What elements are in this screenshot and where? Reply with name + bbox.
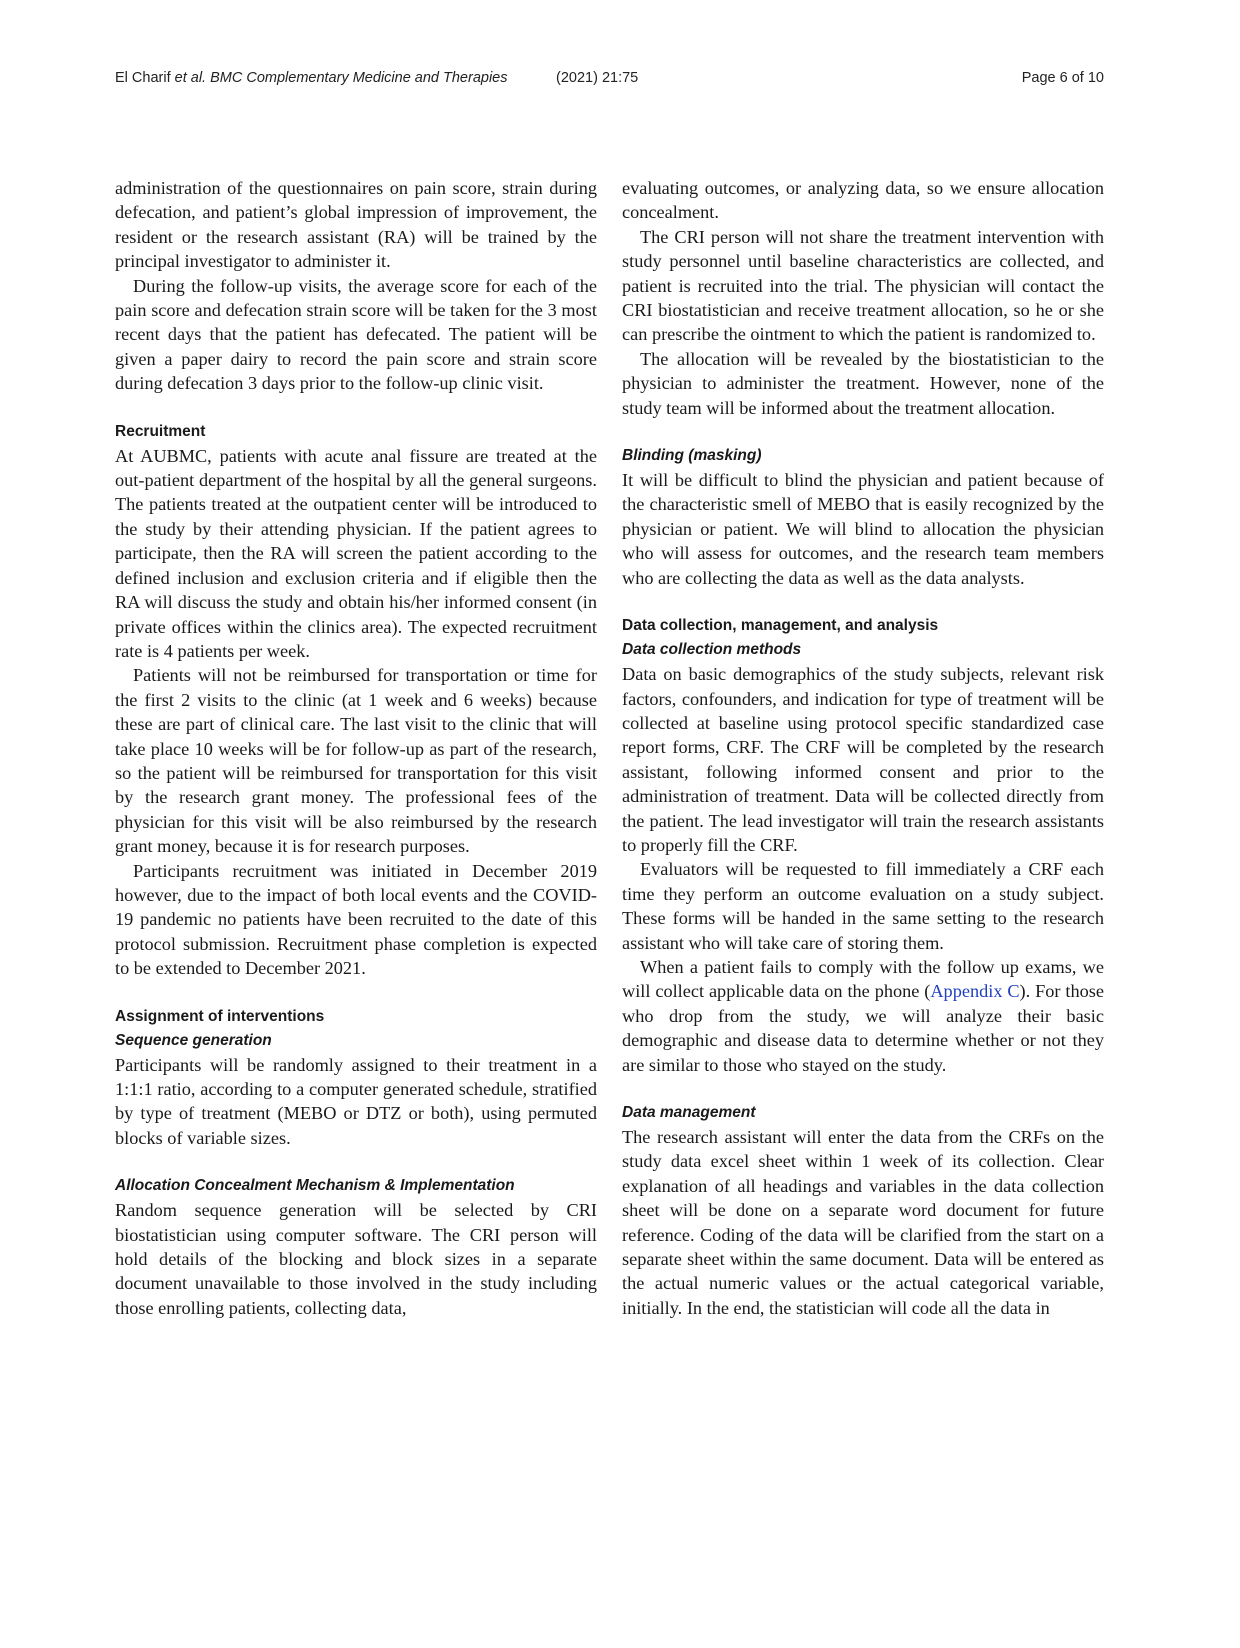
header-etal: et al. bbox=[174, 70, 207, 86]
paragraph-methods-3-end: ). For those who drop from the study, we will analyze their basic demographic and disease data to determine whether or not they are similar to those who stayed on the study. bbox=[622, 981, 1104, 1075]
subheading-data-management: Data management bbox=[622, 1104, 756, 1121]
paragraph-methods-1: Data on basic demographics of the study subjects, relevant risk factors, confounders, and indication for type of treatment will be collected at baseline using protocol specific standardized case report forms, CRF. The CRF will be completed by the research assistant, following informed consent and prior to the administration of treatment. Data will be collected directly from the patient. The lead investigator will train the research assistants to properly fill the CRF. bbox=[622, 664, 1104, 855]
header-journal: BMC Complementary Medicine and Therapies bbox=[210, 70, 508, 86]
right-column bbox=[622, 176, 1104, 1320]
section-gap bbox=[115, 396, 597, 420]
header-authors: El Charif bbox=[115, 70, 171, 86]
paragraph-blinding: It will be difficult to blind the physician and patient because of the characteristic smell of MEBO that is easily recognized by the physician or patient. We will blind to allocation the physician who will assess for outcomes, and the research team members who are collecting the data as well as the data analysts. bbox=[622, 470, 1104, 588]
heading-data-collection: Data collection, management, and analysis bbox=[622, 617, 939, 635]
heading-recruitment: Recruitment bbox=[115, 422, 206, 440]
header-citation-left bbox=[115, 70, 508, 86]
paragraph-management: The research assistant will enter the data from the CRFs on the study data excel sheet within 1 week of its collection. Clear explanation of all headings and variables in the data collection sheet will be done on a separate word document for future reference. Coding of the data will be clarified from the start on a separate sheet within the same document. Data will be entered as the actual numeric values or the actual categorical variable, initially. In the end, the statistician will code all the data in bbox=[622, 1127, 1104, 1318]
paragraph-intro: administration of the questionnaires on pain score, strain during defecation, and patient’s global impression of improvement, the resident or the research assistant (RA) will be trained by the principal investigator to administer it. bbox=[115, 178, 597, 272]
paragraph-methods-3-start: When a patient fails to comply with the follow up exams, we will collect applicable data on the phone ( bbox=[622, 956, 1104, 1002]
paragraph-sequence: Participants will be randomly assigned to their treatment in a 1:1:1 ratio, according to a computer generated schedule, stratified by type of treatment (MEBO or DTZ or both), using permuted blocks of variable sizes. bbox=[115, 1054, 597, 1148]
paragraph-recruitment-2: Patients will not be reimbursed for transportation or time for the first 2 visits to the clinic (at 1 week and 6 weeks) because these are part of clinical care. The last visit to the clinic that will take place 10 weeks will be for follow-up as part of the research, so the patient will be reimbursed for transportation for this visit by the research grant money. The professional fees of the physician for this visit will be also reimbursed by the research grant money, because it is for research purposes. bbox=[115, 665, 597, 857]
section-gap bbox=[115, 981, 597, 1005]
subheading-blinding: Blinding (masking) bbox=[622, 447, 762, 465]
section-gap bbox=[622, 420, 1104, 444]
subheading-allocation: Allocation Concealment Mechanism & Implementation bbox=[115, 1177, 515, 1195]
paragraph-cri: The CRI person will not share the treatment intervention with study personnel until baseline characteristics are collected, and patient is recruited into the trial. The physician will contact the CRI biostatistician and receive treatment allocation, so he or she can prescribe the ointment to which the patient is randomized to. bbox=[622, 226, 1104, 345]
paragraph-recruitment-1: At AUBMC, patients with acute anal fissure are treated at the out-patient department of the hospital by all the general surgeons. The patients treated at the outpatient center will be introduced to the study by their attending physician. If the patient agrees to participate, then the RA will screen the patient according to the defined inclusion and exclusion criteria and if eligible then the RA will discuss the study and obtain his/her informed consent (in private offices within the clinics area). The expected recruitment rate is 4 patients per week. bbox=[115, 445, 597, 661]
paragraph-methods-3 bbox=[622, 955, 1104, 1077]
section-gap bbox=[622, 1077, 1104, 1101]
paragraph-allocation-cont: evaluating outcomes, or analyzing data, so we ensure allocation concealment. bbox=[622, 178, 1104, 223]
header-volume: (2021) 21:75 bbox=[556, 70, 639, 86]
subheading-sequence-generation: Sequence generation bbox=[115, 1031, 272, 1049]
paragraph-methods-2: Evaluators will be requested to fill immediately a CRF each time they perform an outcome evaluation on a study subject. These forms will be handed in the same setting to the research assistant who will take care of storing them. bbox=[622, 859, 1104, 953]
paragraph-reveal: The allocation will be revealed by the biostatistician to the physician to administer the treatment. However, none of the study team will be informed about the treatment allocation. bbox=[622, 348, 1104, 418]
left-column bbox=[115, 176, 597, 1320]
header-page-number: Page 6 of 10 bbox=[1021, 70, 1104, 86]
section-gap bbox=[115, 1150, 597, 1174]
subheading-data-collection-methods: Data collection methods bbox=[622, 641, 802, 659]
paragraph-followup: During the follow-up visits, the average score for each of the pain score and defecation strain score will be taken for the 3 most recent days that the patient has defecated. The patient will be given a paper dairy to record the pain score and strain score during defecation 3 days prior to the follow-up clinic visit. bbox=[115, 275, 597, 394]
section-gap bbox=[622, 590, 1104, 614]
heading-assignment: Assignment of interventions bbox=[115, 1007, 325, 1025]
running-header bbox=[115, 70, 1104, 94]
paragraph-recruitment-3: Participants recruitment was initiated in December 2019 however, due to the impact of both local events and the COVID-19 pandemic no patients have been recruited to the date of this protocol submission. Recruitment phase completion is expected to be extended to December 2021. bbox=[115, 860, 597, 979]
appendix-c-link[interactable]: Appendix C bbox=[930, 981, 1020, 1002]
paragraph-allocation: Random sequence generation will be selected by CRI biostatistician using computer software. The CRI person will hold details of the blocking and block sizes in a separate document unavailable to those involved in the study including those enrolling patients, collecting data, bbox=[115, 1200, 597, 1318]
